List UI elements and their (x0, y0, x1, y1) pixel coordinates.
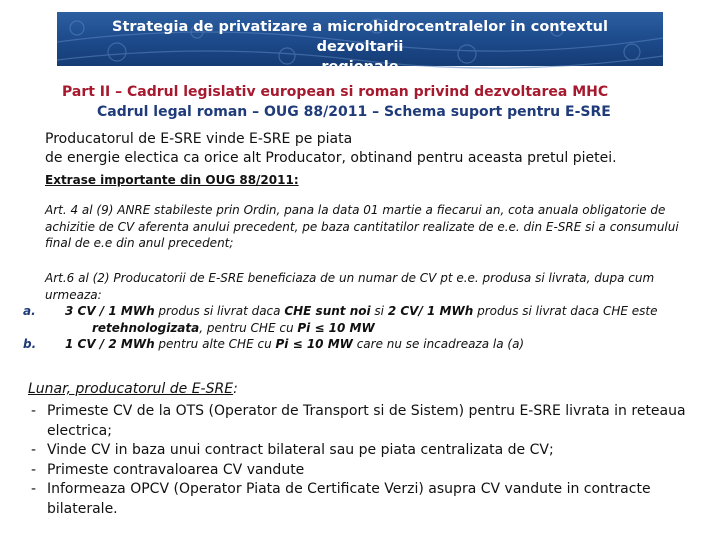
item-b-rate: 1 CV / 2 MWh (65, 337, 155, 351)
section-subheading: Cadrul legal roman – OUG 88/2011 – Schema suport pentru E-SRE (97, 104, 611, 120)
monthly-heading (28, 380, 238, 399)
part-heading: Part II – Cadrul legislativ european si roman privind dezvoltarea MHC (62, 84, 609, 100)
item-a-text-3: produs si livrat daca CHE este (473, 304, 658, 318)
article-6-item-a (23, 303, 705, 336)
item-a-text-4: , pentru CHE cu (199, 320, 298, 335)
intro-line-1: Producatorul de E-SRE vinde E-SRE pe piata (45, 131, 353, 147)
monthly-actions-list (28, 402, 708, 519)
list-item (28, 441, 708, 461)
item-a-text-2: si (370, 304, 388, 318)
intro-paragraph (45, 130, 695, 168)
item-a-retro-label: retehnologizata (92, 320, 200, 335)
item-b-text-2: care nu se incadreaza la (a) (352, 337, 525, 351)
page-title-line1: Strategia de privatizare a microhidrocentralelor in contextul dezvoltarii (112, 19, 608, 55)
extracts-heading: Extrase importante din OUG 88/2011: (45, 173, 299, 187)
item-a-power-limit: Pi ≤ 10 MW (297, 320, 375, 335)
item-a-letter: a. (23, 304, 36, 318)
list-item (28, 402, 708, 441)
list-dash: - (31, 481, 37, 497)
list-dash: - (31, 442, 37, 458)
item-b-letter: b. (23, 337, 37, 351)
item-a-new-che: CHE sunt noi (284, 304, 371, 318)
monthly-heading-text: Lunar, producatorul de E-SRE (28, 381, 234, 397)
article-6-intro: Art.6 al (2) Producatorii de E-SRE beneficiaza de un numar de CV pt e.e. produsa si livrata, dupa cum urmeaza: (45, 271, 655, 302)
intro-line-2: de energie electica ca orice alt Producator, obtinand pentru aceasta pretul pietei. (45, 150, 617, 166)
item-a-text-1: produs si livrat daca (154, 304, 285, 318)
list-item-text: Primeste contravaloarea CV vandute (47, 461, 305, 478)
list-item (28, 461, 708, 481)
list-dash: - (31, 403, 37, 419)
page-title (57, 17, 663, 77)
item-a-continuation (67, 320, 705, 337)
page-title-line2: regionale (321, 59, 399, 75)
header-banner (57, 12, 663, 75)
monthly-heading-colon: : (233, 381, 238, 397)
list-dash: - (31, 461, 37, 478)
item-a-rate-retro: 2 CV/ 1 MWh (387, 304, 474, 318)
item-a-rate-new: 3 CV / 1 MWh (65, 304, 155, 318)
article-6-item-b (23, 336, 705, 353)
article-4-paragraph: Art. 4 al (9) ANRE stabileste prin Ordin, pana la data 01 martie a fiecarui an, cota anuala obligatorie de achizitie de CV aferenta anului precedent, pe baza cantitatilor realizate de e.e. din E-SRE si a consumului final de e.e din anul precedent; (45, 203, 679, 250)
item-b-text-1: pentru alte CHE cu (154, 337, 276, 351)
list-item-text: Informeaza OPCV (Operator Piata de Certificate Verzi) asupra CV vandute in contracte bilaterale. (47, 481, 651, 517)
list-item (28, 480, 708, 519)
list-item-text: Vinde CV in baza unui contract bilateral sau pe piata centralizata de CV; (47, 442, 554, 458)
article-6-block (23, 270, 705, 353)
list-item-text: Primeste CV de la OTS (Operator de Transport si de Sistem) pentru E-SRE livrata in reteaua electrica; (47, 403, 686, 439)
item-b-power-limit: Pi ≤ 10 MW (275, 337, 353, 351)
